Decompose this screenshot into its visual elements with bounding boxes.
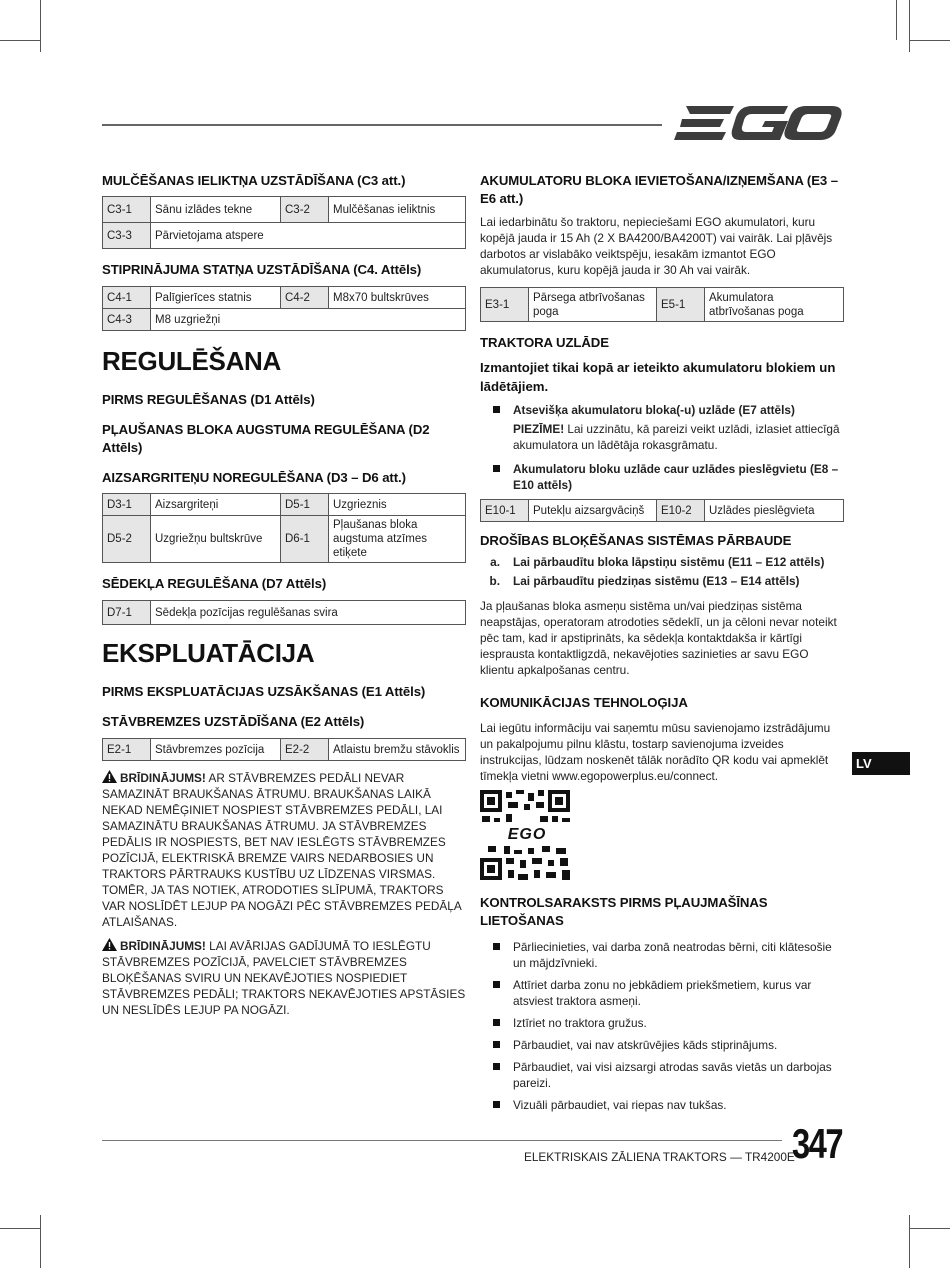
part-code: E2-1 xyxy=(103,739,151,761)
bullet-icon xyxy=(493,1063,500,1070)
list-item-text: Vizuāli pārbaudiet, vai riepas nav tukšas. xyxy=(513,1098,727,1112)
list-item xyxy=(480,939,844,971)
parts-table-d xyxy=(102,493,466,563)
section-title: TRAKTORA UZLĀDE xyxy=(480,335,609,350)
list-item xyxy=(480,1059,844,1091)
section-title: DROŠĪBAS BLOĶĒŠANAS SISTĒMAS PĀRBAUDE xyxy=(480,533,792,548)
part-name: Pārsega atbrīvošanas poga xyxy=(529,288,657,322)
footer-text: ELEKTRISKAIS ZĀLIENA TRAKTORS — TR4200E xyxy=(524,1150,795,1164)
part-code: C4-3 xyxy=(103,309,151,331)
parts-table-e2 xyxy=(102,738,466,761)
bullet-icon xyxy=(493,943,500,950)
crop-mark xyxy=(896,0,897,40)
bullet-icon xyxy=(493,1019,500,1026)
crop-mark xyxy=(0,40,40,41)
parts-table-c3 xyxy=(102,196,466,249)
list-item-text: Attīriet darba zonu no jebkādiem priekšmetiem, kurus var atsviest traktora asmeņi. xyxy=(513,978,812,1008)
part-code: E10-2 xyxy=(657,500,705,522)
section-title: PIRMS REGULĒŠANAS (D1 Attēls) xyxy=(102,392,315,407)
section-title: KONTROLSARAKSTS PIRMS PĻAUJMAŠĪNAS LIETOŠANAS xyxy=(480,895,768,928)
check-item-mark: a. xyxy=(490,555,500,569)
warning-text: AR STĀVBREMZES PEDĀLI NEVAR SAMAZINĀT BRAUKŠANAS ĀTRUMU. BRAUKŠANAS LAIKĀ NEKAD NEMĒĢINIET NOSPIEST STĀVBREMZES PEDĀLI, LAI SAMAZINĀTU BRAUKŠANAS ĀTRUMU. JA STĀVBREMZES PEDĀLIS IR NOSPIESTS, BET NAV IESLĒGTS STĀVBREMZES POZĪCIJĀ, ELEKTRISKĀ BREMZE VAIRS NEDARBOSIES UN TRAKTORS PĀRTRAUKS KUSTĪBU UZ LĪDZENAS VIRSMAS. TOMĒR, JA TAS NOTIEK, ATRODOTIES SLĪPUMĀ, TRAKTORS VAR NOSLĪDĒT LEJUP PA NOGĀZI PĒC STĀVBREMZES PEDĀĻA ATLAIŠANAS. xyxy=(102,771,462,929)
table-row xyxy=(481,288,844,322)
right-column xyxy=(480,170,844,1113)
part-code: C3-1 xyxy=(103,197,151,223)
list-item-title: Atsevišķa akumulatoru bloka(-u) uzlāde (E7 attēls) xyxy=(513,403,795,417)
list-item-title: Akumulatoru bloku uzlāde caur uzlādes pieslēgvietu (E8 – E10 attēls) xyxy=(513,462,839,492)
parts-table-e10 xyxy=(480,499,844,522)
bullet-icon xyxy=(493,1041,500,1048)
part-code: E5-1 xyxy=(657,288,705,322)
part-code: C4-1 xyxy=(103,287,151,309)
table-row xyxy=(103,739,466,761)
page-number: 347 xyxy=(792,1120,842,1167)
part-code: E2-2 xyxy=(281,739,329,761)
list-item xyxy=(480,977,844,1009)
check-item xyxy=(480,553,844,572)
crop-mark xyxy=(909,1228,950,1229)
header-rule xyxy=(102,124,662,126)
warning-text: LAI AVĀRIJAS GADĪJUMĀ TO IESLĒGTU STĀVBREMZES POZĪCIJĀ, PAVELCIET STĀVBREMZES BLOĶĒŠANAS SVIRU UN NEKAVĒJOTIES NOSPIEDIET STĀVBREMZES PEDĀLI; TRAKTORS NEKAVĒJOTIES APSTĀSIES UN NESLĪDĒS LEJUP PA NOGĀZI. xyxy=(102,939,466,1017)
section-title: MULČĒŠANAS IELIKTŅA UZSTĀDĪŠANA (C3 att.) xyxy=(102,173,406,188)
section-title: AIZSARGRITEŅU NOREGULĒŠANA (D3 – D6 att.) xyxy=(102,470,406,485)
list-item xyxy=(480,461,844,493)
part-code: C3-3 xyxy=(103,223,151,249)
part-code: D6-1 xyxy=(281,516,329,563)
list-item-text: Iztīriet no traktora gružus. xyxy=(513,1016,647,1030)
list-item xyxy=(480,1015,844,1031)
part-name: M8 uzgriežņi xyxy=(151,309,466,331)
part-name: Uzgrieznis xyxy=(329,494,466,516)
paragraph: Lai iedarbinātu šo traktoru, nepieciešami EGO akumulatori, kuru kopējā jauda ir 15 Ah (2 X BA4200/BA4200T) vai vairāk. Lai pļāvējs darbotos ar vislabāko veiktspēju, iesakām izmantot EGO akumulatorus, kuru kopējā jauda ir 30 Ah vai vairāk. xyxy=(480,215,833,277)
part-name: Pārvietojama atspere xyxy=(151,223,466,249)
qr-logo-text: EGO xyxy=(507,826,547,843)
chapter-heading: EKSPLUATĀCIJA xyxy=(102,638,315,668)
warning-block xyxy=(102,938,466,1018)
note-label: PIEZĪME! xyxy=(513,422,565,436)
checklist xyxy=(480,939,844,1113)
footer-rule xyxy=(102,1140,782,1141)
part-code: D5-1 xyxy=(281,494,329,516)
part-name: Aizsargriteņi xyxy=(151,494,281,516)
table-row xyxy=(481,500,844,522)
crop-mark xyxy=(40,40,41,52)
section-title: STĀVBREMZES UZSTĀDĪŠANA (E2 Attēls) xyxy=(102,714,365,729)
parts-table-c4 xyxy=(102,286,466,331)
list-item xyxy=(480,1037,844,1053)
section-title: AKUMULATORU BLOKA IEVIETOŠANA/IZŅEMŠANA (E3 – E6 att.) xyxy=(480,173,838,206)
part-name: Stāvbremzes pozīcija xyxy=(151,739,281,761)
note xyxy=(513,421,844,453)
part-name: Palīgierīces statnis xyxy=(151,287,281,309)
table-row xyxy=(103,516,466,563)
check-item-mark: b. xyxy=(489,574,500,588)
ego-logo xyxy=(672,102,844,144)
warning-label: BRĪDINĀJUMS! xyxy=(120,939,206,953)
list-item-text: Pārliecinieties, vai darba zonā neatrodas bērni, citi klātesošie un mājdzīvnieki. xyxy=(513,940,832,970)
part-name: Mulčēšanas ieliktnis xyxy=(329,197,466,223)
parts-table-d7 xyxy=(102,600,466,625)
list-item xyxy=(480,402,844,453)
warning-label: BRĪDINĀJUMS! xyxy=(120,771,206,785)
paragraph: Lai iegūtu informāciju vai saņemtu mūsu savienojamo izstrādājumu un pakalpojumu pilnu klāstu, tostarp savienojuma izveides instrukcijas, lūdzam noskenēt tālāk norādīto QR kodu vai apmeklēt tīmekļa vietni www.egopowerplus.eu/connect. xyxy=(480,721,831,783)
part-name: Sānu izlādes tekne xyxy=(151,197,281,223)
part-name: Uzgriežņu bultskrūve xyxy=(151,516,281,563)
part-code: D7-1 xyxy=(103,601,151,625)
crop-mark xyxy=(40,1215,41,1268)
bullet-icon xyxy=(493,465,500,472)
section-title: STIPRINĀJUMA STATŅA UZSTĀDĪŠANA (C4. Attēls) xyxy=(102,262,422,277)
table-row xyxy=(103,309,466,331)
crop-mark xyxy=(0,1228,40,1229)
part-code: E10-1 xyxy=(481,500,529,522)
section-title: SĒDEKĻA REGULĒŠANA (D7 Attēls) xyxy=(102,576,327,591)
section-title: PĻAUŠANAS BLOKA AUGSTUMA REGULĒŠANA (D2 Attēls) xyxy=(102,422,430,455)
language-tab: LV xyxy=(852,752,910,775)
check-item-text: Lai pārbaudītu bloka lāpstiņu sistēmu (E11 – E12 attēls) xyxy=(513,555,825,569)
left-column xyxy=(102,170,466,1018)
part-name: Sēdekļa pozīcijas regulēšanas svira xyxy=(151,601,466,625)
note-text: Lai uzzinātu, kā pareizi veikt uzlādi, izlasiet attiecīgā akumulatora un lādētāja rokasgrāmatu. xyxy=(513,422,840,452)
table-row xyxy=(103,494,466,516)
table-row xyxy=(103,223,466,249)
part-name: Pļaušanas bloka augstuma atzīmes etiķete xyxy=(329,516,466,563)
bullet-icon xyxy=(493,406,500,413)
subheading: Izmantojiet tikai kopā ar ieteikto akumulatoru blokiem un lādētājiem. xyxy=(480,360,836,394)
table-row xyxy=(103,287,466,309)
crop-mark xyxy=(909,40,950,41)
charging-list xyxy=(480,402,844,493)
warning-block xyxy=(102,770,466,930)
chapter-heading: REGULĒŠANA xyxy=(102,346,282,376)
bullet-icon xyxy=(493,981,500,988)
section-title: KOMUNIKĀCIJAS TEHNOLOĢIJA xyxy=(480,695,688,710)
crop-mark xyxy=(909,1215,910,1268)
check-item-text: Lai pārbaudītu piedziņas sistēmu (E13 – E14 attēls) xyxy=(513,574,800,588)
table-row xyxy=(103,601,466,625)
list-item-text: Pārbaudiet, vai nav atskrūvējies kāds stiprinājums. xyxy=(513,1038,778,1052)
parts-table-e3 xyxy=(480,287,844,322)
warning-icon xyxy=(102,938,117,951)
part-code: E3-1 xyxy=(481,288,529,322)
check-item xyxy=(480,572,844,591)
part-name: M8x70 bultskrūves xyxy=(329,287,466,309)
paragraph: Ja pļaušanas bloka asmeņu sistēma un/vai piedziņas sistēma neapstājas, operatoram atrodoties sēdeklī, un ja cēloni nevar noteikt pēc tam, kad ir apstiprināts, ka sēdekļa kontaktdakša ir kārtīgi iesprausta kontaktligzdā, nekavējoties sazinieties ar savu EGO klientu apkalpošanas centru. xyxy=(480,599,837,677)
part-code: C3-2 xyxy=(281,197,329,223)
bullet-icon xyxy=(493,1101,500,1108)
warning-icon xyxy=(102,770,117,783)
part-name: Putekļu aizsargvāciņš xyxy=(529,500,657,522)
list-item xyxy=(480,1097,844,1113)
part-name: Uzlādes pieslēgvieta xyxy=(705,500,844,522)
table-row xyxy=(103,197,466,223)
part-code: D3-1 xyxy=(103,494,151,516)
list-item-text: Pārbaudiet, vai visi aizsargi atrodas savās vietās un darbojas pareizi. xyxy=(513,1060,832,1090)
part-code: C4-2 xyxy=(281,287,329,309)
part-name: Atlaistu bremžu stāvoklis xyxy=(329,739,466,761)
section-title: PIRMS EKSPLUATĀCIJAS UZSĀKŠANAS (E1 Attēls) xyxy=(102,684,426,699)
part-code: D5-2 xyxy=(103,516,151,563)
part-name: Akumulatora atbrīvošanas poga xyxy=(705,288,844,322)
crop-mark xyxy=(909,0,910,52)
qr-code[interactable] xyxy=(480,790,570,880)
